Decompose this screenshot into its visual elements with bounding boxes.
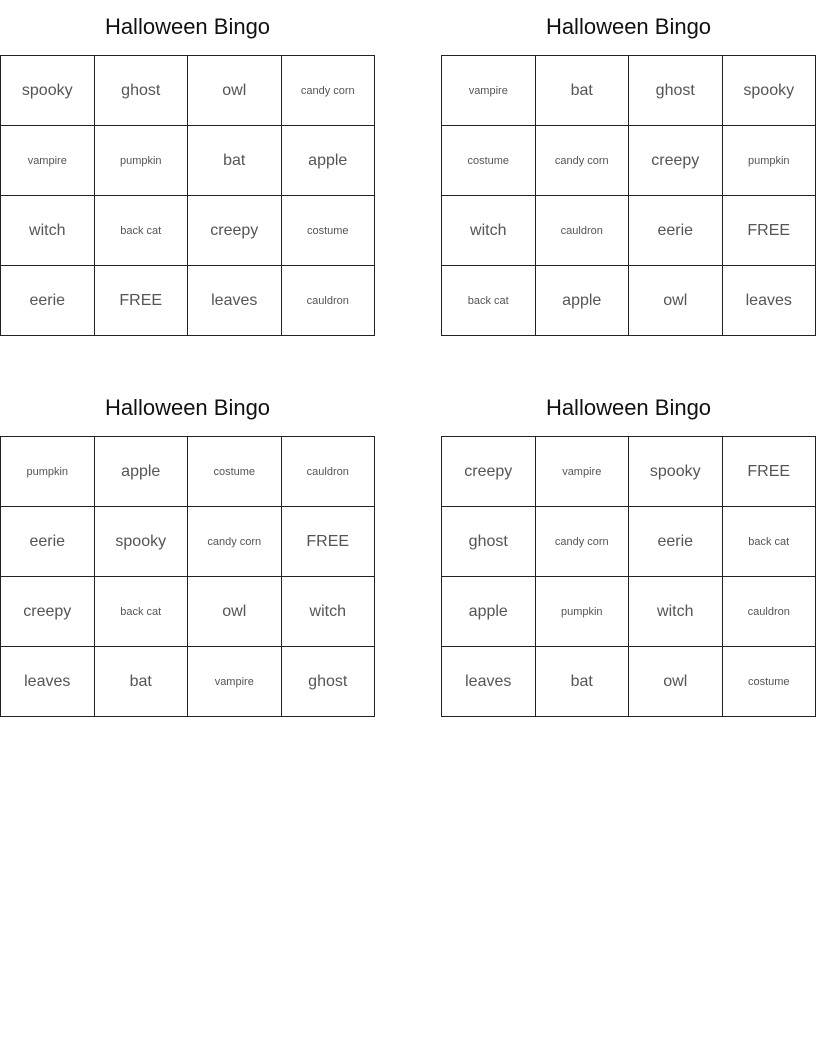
bingo-cell: costume [723,647,816,717]
bingo-cell-free: FREE [95,266,189,336]
bingo-grid [441,55,816,336]
card-title: Halloween Bingo [545,395,712,420]
bingo-cell: bat [536,647,630,717]
bingo-grid [441,436,816,717]
bingo-cell: pumpkin [95,126,189,196]
bingo-cell: apple [536,266,630,336]
bingo-cell: owl [629,647,723,717]
bingo-cell-free: FREE [723,437,816,507]
bingo-cell: owl [188,56,282,126]
bingo-cell: leaves [188,266,282,336]
bingo-card-2 [441,12,816,309]
bingo-cell: costume [282,196,376,266]
bingo-grid [0,436,375,717]
bingo-cell: vampire [442,56,536,126]
bingo-cell: owl [629,266,723,336]
bingo-cell: cauldron [723,577,816,647]
bingo-cell: witch [442,196,536,266]
bingo-cell: cauldron [536,196,630,266]
bingo-cell: vampire [536,437,630,507]
bingo-cell: eerie [629,507,723,577]
bingo-cell: apple [95,437,189,507]
bingo-cell: witch [1,196,95,266]
bingo-cell: spooky [629,437,723,507]
bingo-cell-free: FREE [282,507,376,577]
bingo-cell: eerie [1,507,95,577]
bingo-cell: spooky [1,56,95,126]
bingo-cell: pumpkin [723,126,816,196]
bingo-cell: candy corn [536,507,630,577]
card-title: Halloween Bingo [545,14,712,39]
bingo-cell: ghost [442,507,536,577]
bingo-cell: witch [282,577,376,647]
bingo-cell: vampire [1,126,95,196]
bingo-cell: spooky [95,507,189,577]
bingo-card-4 [441,393,816,690]
bingo-cell: ghost [629,56,723,126]
bingo-cell: leaves [442,647,536,717]
bingo-cell: creepy [188,196,282,266]
bingo-card-3 [0,393,375,690]
bingo-cell: back cat [723,507,816,577]
bingo-cell: spooky [723,56,816,126]
bingo-cell: leaves [723,266,816,336]
card-title: Halloween Bingo [104,14,271,39]
bingo-cell: owl [188,577,282,647]
bingo-cell: eerie [629,196,723,266]
bingo-cell: costume [188,437,282,507]
bingo-cell: vampire [188,647,282,717]
bingo-grid [0,55,375,336]
bingo-cell: back cat [95,577,189,647]
bingo-cell: ghost [95,56,189,126]
bingo-cell: witch [629,577,723,647]
bingo-cell: eerie [1,266,95,336]
bingo-cell: back cat [95,196,189,266]
bingo-cell: back cat [442,266,536,336]
bingo-cell: leaves [1,647,95,717]
bingo-cell: bat [95,647,189,717]
bingo-cell: creepy [442,437,536,507]
bingo-cell-free: FREE [723,196,816,266]
bingo-cell: apple [442,577,536,647]
bingo-cell: cauldron [282,266,376,336]
bingo-cell: apple [282,126,376,196]
bingo-cell: candy corn [282,56,376,126]
bingo-cell: cauldron [282,437,376,507]
bingo-cell: pumpkin [1,437,95,507]
bingo-cell: pumpkin [536,577,630,647]
bingo-card-1 [0,12,375,309]
card-title: Halloween Bingo [104,395,271,420]
bingo-cell: ghost [282,647,376,717]
bingo-cell: bat [188,126,282,196]
bingo-cell: costume [442,126,536,196]
bingo-cell: creepy [629,126,723,196]
bingo-cell: candy corn [536,126,630,196]
bingo-cell: candy corn [188,507,282,577]
bingo-cell: creepy [1,577,95,647]
bingo-cell: bat [536,56,630,126]
